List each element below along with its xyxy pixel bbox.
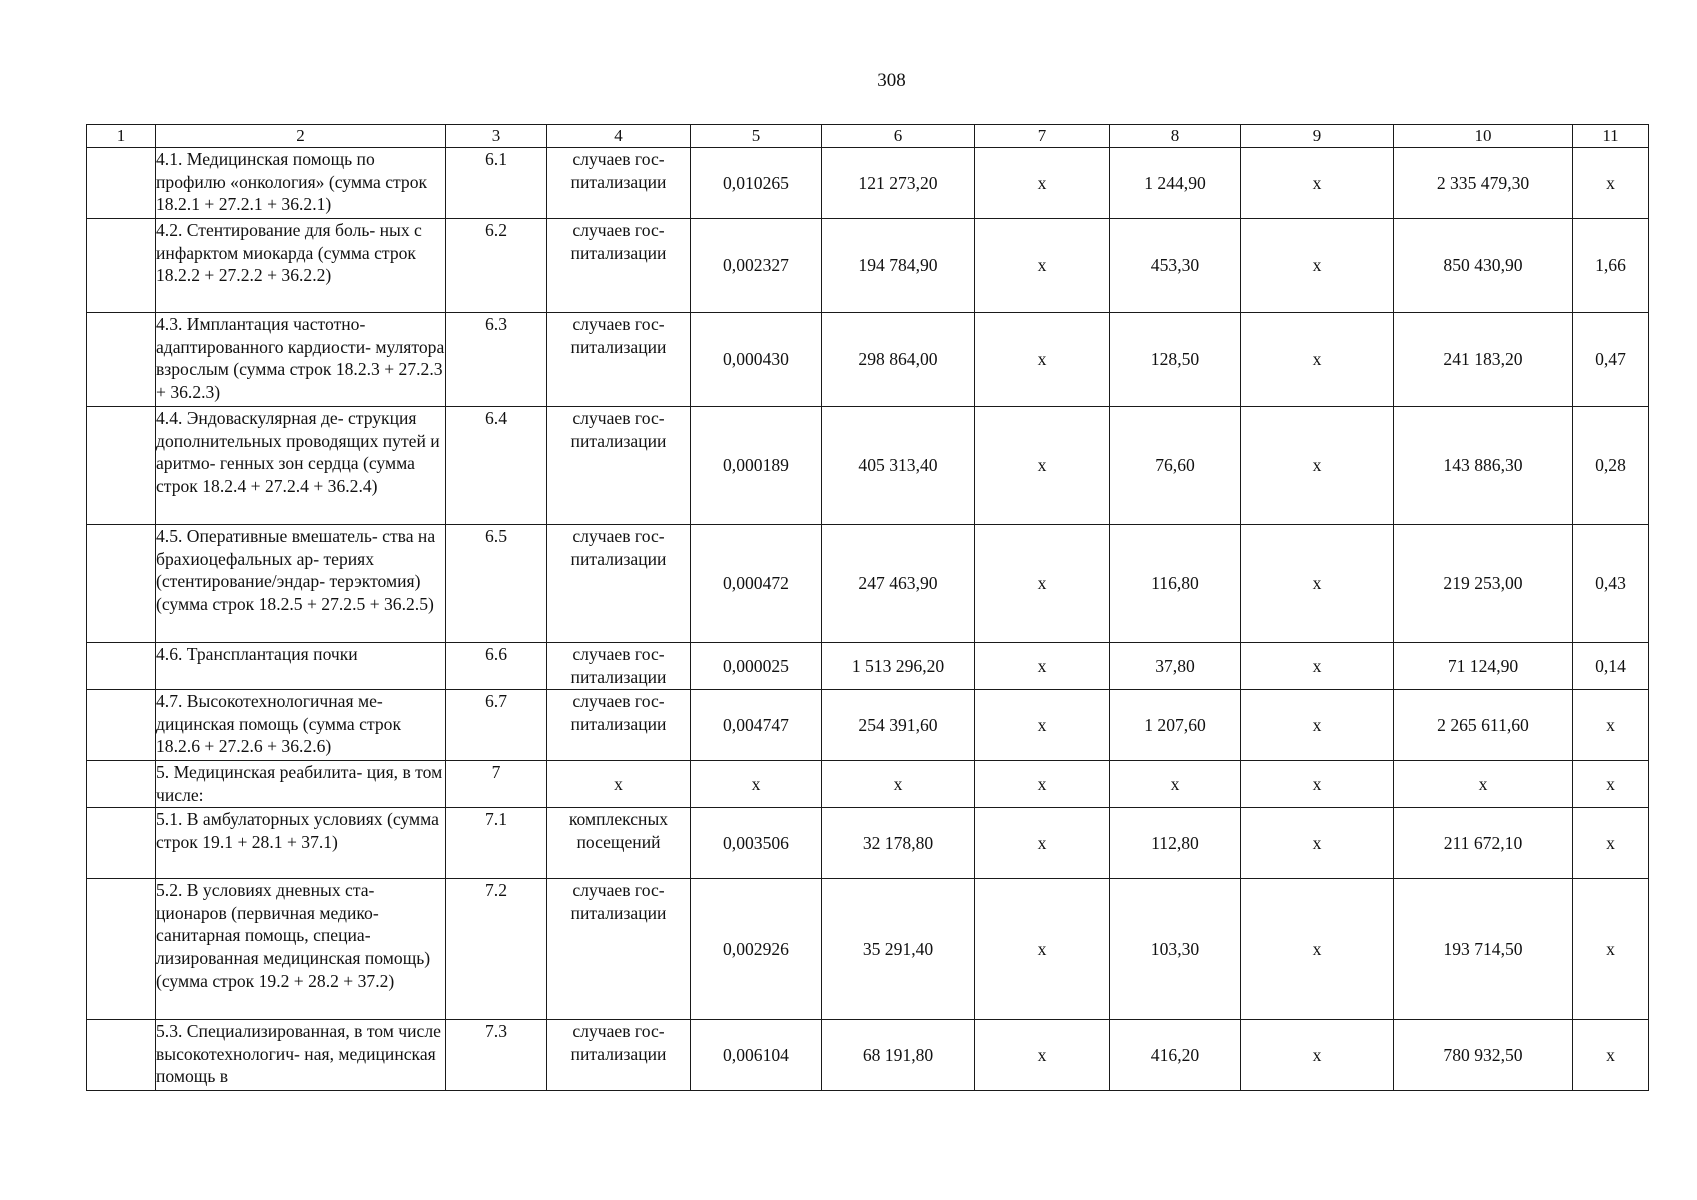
row-code: 6.1 bbox=[446, 148, 547, 219]
empty-cell bbox=[87, 407, 156, 525]
row-name: 4.7. Высокотехнологичная ме- дицинская помощь (сумма строк 18.2.6 + 27.2.6 + 36.2.6) bbox=[156, 690, 446, 761]
table-row bbox=[87, 761, 1649, 808]
empty-cell bbox=[87, 219, 156, 313]
rate-value: 0,000472 bbox=[691, 525, 822, 643]
empty-cell bbox=[87, 525, 156, 643]
unit-of-measure: случаев гос- питализации bbox=[547, 1020, 691, 1091]
cell-mark: х bbox=[975, 148, 1110, 219]
share-value: 0,47 bbox=[1573, 313, 1649, 407]
share-value: 0,14 bbox=[1573, 643, 1649, 690]
cell-mark: х bbox=[975, 219, 1110, 313]
share-value: 0,43 bbox=[1573, 525, 1649, 643]
cost-value: 298 864,00 bbox=[822, 313, 975, 407]
data-table bbox=[86, 124, 1649, 1091]
empty-cell bbox=[87, 313, 156, 407]
cell-mark: х bbox=[1241, 761, 1394, 808]
total-value: 71 124,90 bbox=[1394, 643, 1573, 690]
empty-cell bbox=[87, 879, 156, 1020]
per-capita-value: 1 207,60 bbox=[1110, 690, 1241, 761]
unit-of-measure: случаев гос- питализации bbox=[547, 643, 691, 690]
column-number: 4 bbox=[547, 125, 691, 148]
total-value: 2 335 479,30 bbox=[1394, 148, 1573, 219]
row-name: 5.2. В условиях дневных ста- ционаров (первичная медико- санитарная помощь, специа- лизированная медицинская помощь) (сумма строк 19.2 + 28.2 + 37.2) bbox=[156, 879, 446, 1020]
rate-value: 0,002327 bbox=[691, 219, 822, 313]
cell-mark: х bbox=[1241, 148, 1394, 219]
total-value: 2 265 611,60 bbox=[1394, 690, 1573, 761]
row-code: 7.1 bbox=[446, 808, 547, 879]
total-value: 780 932,50 bbox=[1394, 1020, 1573, 1091]
share-value: х bbox=[1573, 761, 1649, 808]
share-value: 0,28 bbox=[1573, 407, 1649, 525]
row-code: 6.3 bbox=[446, 313, 547, 407]
cost-value: 247 463,90 bbox=[822, 525, 975, 643]
total-value: 219 253,00 bbox=[1394, 525, 1573, 643]
cell-mark: х bbox=[975, 643, 1110, 690]
cell-mark: х bbox=[1241, 808, 1394, 879]
per-capita-value: 103,30 bbox=[1110, 879, 1241, 1020]
per-capita-value: 1 244,90 bbox=[1110, 148, 1241, 219]
row-name: 4.1. Медицинская помощь по профилю «онкология» (сумма строк 18.2.1 + 27.2.1 + 36.2.1) bbox=[156, 148, 446, 219]
column-number: 9 bbox=[1241, 125, 1394, 148]
per-capita-value: х bbox=[1110, 761, 1241, 808]
empty-cell bbox=[87, 808, 156, 879]
per-capita-value: 128,50 bbox=[1110, 313, 1241, 407]
unit-of-measure: случаев гос- питализации bbox=[547, 525, 691, 643]
row-name: 4.5. Оперативные вмешатель- ства на брахиоцефальных ар- териях (стентирование/эндар- терэктомия) (сумма строк 18.2.5 + 27.2.5 + 36.2.5) bbox=[156, 525, 446, 643]
unit-of-measure: случаев гос- питализации bbox=[547, 879, 691, 1020]
cell-mark: х bbox=[975, 761, 1110, 808]
share-value: х bbox=[1573, 1020, 1649, 1091]
cell-mark: х bbox=[975, 1020, 1110, 1091]
cell-mark: х bbox=[1241, 690, 1394, 761]
empty-cell bbox=[87, 1020, 156, 1091]
column-number: 8 bbox=[1110, 125, 1241, 148]
cell-mark: х bbox=[1241, 879, 1394, 1020]
cost-value: 254 391,60 bbox=[822, 690, 975, 761]
cost-value: 405 313,40 bbox=[822, 407, 975, 525]
empty-cell bbox=[87, 643, 156, 690]
cell-mark: х bbox=[1241, 643, 1394, 690]
cost-value: х bbox=[822, 761, 975, 808]
rate-value: 0,006104 bbox=[691, 1020, 822, 1091]
empty-cell bbox=[87, 148, 156, 219]
row-code: 6.5 bbox=[446, 525, 547, 643]
total-value: х bbox=[1394, 761, 1573, 808]
unit-of-measure: комплексных посещений bbox=[547, 808, 691, 879]
per-capita-value: 116,80 bbox=[1110, 525, 1241, 643]
row-name: 5.3. Специализированная, в том числе высокотехнологич- ная, медицинская помощь в bbox=[156, 1020, 446, 1091]
share-value: х bbox=[1573, 808, 1649, 879]
share-value: х bbox=[1573, 879, 1649, 1020]
cell-mark: х bbox=[1241, 407, 1394, 525]
column-number: 1 bbox=[87, 125, 156, 148]
cell-mark: х bbox=[975, 879, 1110, 1020]
table-row bbox=[87, 690, 1649, 761]
row-name: 4.6. Трансплантация почки bbox=[156, 643, 446, 690]
unit-of-measure: х bbox=[547, 761, 691, 808]
rate-value: 0,010265 bbox=[691, 148, 822, 219]
cell-mark: х bbox=[1241, 219, 1394, 313]
cell-mark: х bbox=[975, 808, 1110, 879]
row-code: 6.7 bbox=[446, 690, 547, 761]
unit-of-measure: случаев гос- питализации bbox=[547, 313, 691, 407]
rate-value: 0,000025 bbox=[691, 643, 822, 690]
cell-mark: х bbox=[975, 407, 1110, 525]
column-number-row bbox=[87, 125, 1649, 148]
rate-value: 0,000430 bbox=[691, 313, 822, 407]
row-name: 5. Медицинская реабилита- ция, в том числе: bbox=[156, 761, 446, 808]
cell-mark: х bbox=[1241, 1020, 1394, 1091]
unit-of-measure: случаев гос- питализации bbox=[547, 407, 691, 525]
unit-of-measure: случаев гос- питализации bbox=[547, 690, 691, 761]
per-capita-value: 453,30 bbox=[1110, 219, 1241, 313]
cell-mark: х bbox=[975, 313, 1110, 407]
row-code: 7.3 bbox=[446, 1020, 547, 1091]
per-capita-value: 112,80 bbox=[1110, 808, 1241, 879]
row-code: 6.2 bbox=[446, 219, 547, 313]
cost-value: 1 513 296,20 bbox=[822, 643, 975, 690]
cost-value: 68 191,80 bbox=[822, 1020, 975, 1091]
table-row bbox=[87, 148, 1649, 219]
cost-value: 32 178,80 bbox=[822, 808, 975, 879]
row-name: 4.4. Эндоваскулярная де- струкция дополнительных проводящих путей и аритмо- генных зон сердца (сумма строк 18.2.4 + 27.2.4 + 36.2.4) bbox=[156, 407, 446, 525]
rate-value: х bbox=[691, 761, 822, 808]
empty-cell bbox=[87, 761, 156, 808]
column-number: 10 bbox=[1394, 125, 1573, 148]
total-value: 143 886,30 bbox=[1394, 407, 1573, 525]
total-value: 211 672,10 bbox=[1394, 808, 1573, 879]
table-row bbox=[87, 1020, 1649, 1091]
share-value: 1,66 bbox=[1573, 219, 1649, 313]
cell-mark: х bbox=[1241, 313, 1394, 407]
column-number: 2 bbox=[156, 125, 446, 148]
column-number: 11 bbox=[1573, 125, 1649, 148]
column-number: 5 bbox=[691, 125, 822, 148]
unit-of-measure: случаев гос- питализации bbox=[547, 219, 691, 313]
column-number: 7 bbox=[975, 125, 1110, 148]
cell-mark: х bbox=[975, 525, 1110, 643]
row-code: 7.2 bbox=[446, 879, 547, 1020]
cell-mark: х bbox=[975, 690, 1110, 761]
column-number: 3 bbox=[446, 125, 547, 148]
total-value: 850 430,90 bbox=[1394, 219, 1573, 313]
table-row bbox=[87, 525, 1649, 643]
share-value: х bbox=[1573, 148, 1649, 219]
row-code: 6.6 bbox=[446, 643, 547, 690]
cost-value: 194 784,90 bbox=[822, 219, 975, 313]
row-name: 4.3. Имплантация частотно- адаптированного кардиости- мулятора взрослым (сумма строк 18.2.3 + 27.2.3 + 36.2.3) bbox=[156, 313, 446, 407]
row-code: 7 bbox=[446, 761, 547, 808]
row-name: 4.2. Стентирование для боль- ных с инфарктом миокарда (сумма строк 18.2.2 + 27.2.2 + 36.2.2) bbox=[156, 219, 446, 313]
share-value: х bbox=[1573, 690, 1649, 761]
table-row bbox=[87, 313, 1649, 407]
total-value: 193 714,50 bbox=[1394, 879, 1573, 1020]
table-row bbox=[87, 219, 1649, 313]
row-code: 6.4 bbox=[446, 407, 547, 525]
cost-value: 35 291,40 bbox=[822, 879, 975, 1020]
rate-value: 0,000189 bbox=[691, 407, 822, 525]
rate-value: 0,004747 bbox=[691, 690, 822, 761]
per-capita-value: 416,20 bbox=[1110, 1020, 1241, 1091]
row-name: 5.1. В амбулаторных условиях (сумма строк 19.1 + 28.1 + 37.1) bbox=[156, 808, 446, 879]
table-row bbox=[87, 879, 1649, 1020]
unit-of-measure: случаев гос- питализации bbox=[547, 148, 691, 219]
cell-mark: х bbox=[1241, 525, 1394, 643]
per-capita-value: 76,60 bbox=[1110, 407, 1241, 525]
rate-value: 0,003506 bbox=[691, 808, 822, 879]
total-value: 241 183,20 bbox=[1394, 313, 1573, 407]
table-row bbox=[87, 407, 1649, 525]
table-row bbox=[87, 643, 1649, 690]
empty-cell bbox=[87, 690, 156, 761]
page-number: 308 bbox=[877, 70, 906, 91]
cost-value: 121 273,20 bbox=[822, 148, 975, 219]
column-number: 6 bbox=[822, 125, 975, 148]
table-row bbox=[87, 808, 1649, 879]
rate-value: 0,002926 bbox=[691, 879, 822, 1020]
per-capita-value: 37,80 bbox=[1110, 643, 1241, 690]
